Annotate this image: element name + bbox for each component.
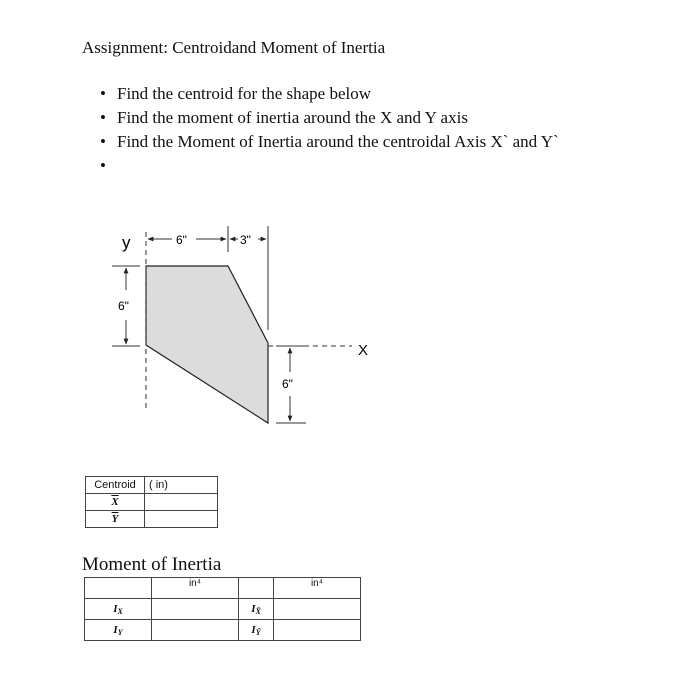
centroid-x-bar-value[interactable] bbox=[145, 494, 218, 511]
centroid-y-bar-label: $\overline{Y}$ bbox=[86, 511, 145, 528]
centroid-table bbox=[85, 476, 218, 528]
x-axis-label: X bbox=[358, 342, 369, 359]
moi-empty-header bbox=[85, 578, 152, 599]
shape-polygon bbox=[146, 266, 268, 423]
moi-heading: Moment of Inertia bbox=[82, 554, 222, 575]
centroid-y-bar-value[interactable] bbox=[145, 511, 218, 528]
dim-label-right: 6" bbox=[282, 377, 293, 391]
moi-iy-value[interactable] bbox=[152, 620, 239, 641]
table-row bbox=[85, 578, 361, 599]
moi-ix-label: $I_X$ bbox=[85, 599, 152, 620]
table-row bbox=[85, 599, 361, 620]
dim-label-top-right: 3" bbox=[240, 233, 251, 247]
table-row bbox=[86, 511, 218, 528]
centroid-x-bar-label: $\overline{X}$ bbox=[86, 494, 145, 511]
centroid-header: Centroid bbox=[86, 477, 145, 494]
bullet-find-centroid: • Find the centroid for the shape below bbox=[100, 82, 620, 106]
table-row bbox=[86, 494, 218, 511]
moi-empty-header bbox=[239, 578, 274, 599]
table-row bbox=[85, 620, 361, 641]
moi-table bbox=[84, 577, 361, 641]
moi-ix-bar-label: $I_{X̄}$ bbox=[239, 599, 274, 620]
moi-ix-bar-value[interactable] bbox=[274, 599, 361, 620]
centroid-unit-header: ( in) bbox=[145, 477, 218, 494]
bullet-find-moment-centroidal: • Find the Moment of Inertia around the centroidal Axis X` and Y` bbox=[100, 130, 620, 154]
moi-unit-right: in⁴ bbox=[274, 578, 361, 599]
page-title: Assignment: Centroidand Moment of Inertia bbox=[82, 38, 386, 57]
moi-iy-bar-value[interactable] bbox=[274, 620, 361, 641]
moi-ix-value[interactable] bbox=[152, 599, 239, 620]
bullet-find-moment-xy: • Find the moment of inertia around the X and Y axis bbox=[100, 106, 620, 130]
dim-label-top-left: 6" bbox=[176, 233, 187, 247]
y-axis-label: y bbox=[122, 233, 131, 252]
moi-iy-bar-label: $I_Ȳ$ bbox=[239, 620, 274, 641]
dim-label-left: 6" bbox=[118, 299, 129, 313]
moi-iy-label: $I_Y$ bbox=[85, 620, 152, 641]
table-row bbox=[86, 477, 218, 494]
moi-unit-left: in⁴ bbox=[152, 578, 239, 599]
